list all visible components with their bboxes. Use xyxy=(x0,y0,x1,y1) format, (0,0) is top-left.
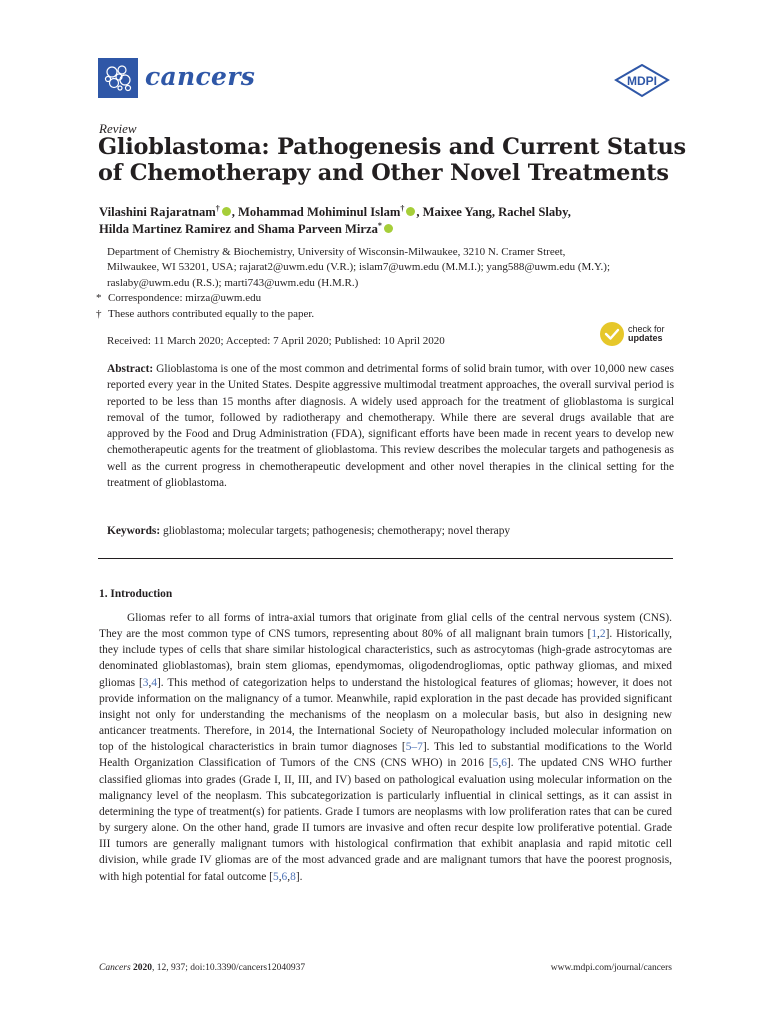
check-updates-line1: check for xyxy=(628,324,665,334)
citation-link[interactable]: 5 xyxy=(492,757,499,770)
citation-link[interactable]: 4 xyxy=(151,676,158,689)
orcid-icon[interactable] xyxy=(384,224,393,233)
abstract-text: Glioblastoma is one of the most common and detrimental forms of solid brain tumor, with over 10,000 new cases reported every year in the United States. Despite aggressive multimodal treatment approaches, the overall survival period is reported to be less than 15 months after diagnosis. A widely used approach for the treatment of glioblastoma is surgical removal of the tumor, followed by radiotherapy and chemotherapy. While there are several drugs available that are approved by the Food and Drug Administration (FDA), significant efforts have been made in recent years to develop new chemotherapeutic agents for the treatment of glioblastoma. This review describes the molecular targets and pathogenesis as well as the current progress in chemotherapeutic development and other novel therapies in the clinical setting for the treatment of glioblastoma. xyxy=(107,363,674,490)
affiliation-line: Department of Chemistry & Biochemistry, University of Wisconsin-Milwaukee, 3210 N. Cramer Street, xyxy=(107,246,566,258)
author-name: Mohammad Mohiminul Islam xyxy=(238,205,401,219)
publisher-logo-text: MDPI xyxy=(627,74,657,88)
keywords xyxy=(107,525,674,537)
affiliation-line: Milwaukee, WI 53201, USA; rajarat2@uwm.edu (V.R.); islam7@uwm.edu (M.M.I.); yang588@uwm.edu (M.Y.); xyxy=(107,261,611,274)
citation-link[interactable]: 6 xyxy=(501,757,507,770)
author-name: Hilda Martinez Ramirez xyxy=(99,222,231,236)
author-note-marker: * xyxy=(377,220,382,230)
article-title: Glioblastoma: Pathogenesis and Current Status of Chemotherapy and Other Novel Treatments xyxy=(98,134,686,186)
abstract xyxy=(107,361,674,491)
correspondence-note xyxy=(96,291,687,306)
citation-link[interactable]: 2 xyxy=(599,628,606,641)
footer-year: 2020 xyxy=(133,963,153,973)
citation-link[interactable]: 1 xyxy=(591,628,598,641)
citation-link[interactable]: 8 xyxy=(290,870,296,883)
author-name: Shama Parveen Mirza xyxy=(257,222,378,236)
orcid-icon[interactable] xyxy=(222,207,231,216)
author-name: Maixee Yang xyxy=(422,205,492,219)
citation-link[interactable]: 5 xyxy=(272,870,279,883)
footer-journal: Cancers xyxy=(99,963,131,973)
orcid-icon[interactable] xyxy=(406,207,415,216)
citation-link[interactable]: 5–7 xyxy=(405,741,423,754)
author-note-marker: † xyxy=(215,203,220,213)
abstract-label: Abstract: xyxy=(107,363,154,375)
equal-contribution-symbol: † xyxy=(96,307,102,320)
keywords-label: Keywords: xyxy=(107,525,161,537)
article-type: Review xyxy=(99,121,137,136)
publication-dates: Received: 11 March 2020; Accepted: 7 April 2020; Published: 10 April 2020 xyxy=(107,335,445,347)
correspondence-symbol: * xyxy=(96,292,102,305)
keywords-text: glioblastoma; molecular targets; pathogenesis; chemotherapy; novel therapy xyxy=(163,525,511,537)
check-for-updates-button[interactable] xyxy=(600,322,665,346)
author-line: Hilda Martinez Ramirez and Shama Parveen Mirza* xyxy=(99,221,689,238)
author-name: Vilashini Rajaratnam xyxy=(99,205,216,219)
footer-citation-rest: , 12, 937; doi:10.3390/cancers12040937 xyxy=(152,963,306,973)
affiliation-line: raslaby@uwm.edu (R.S.); marti743@uwm.edu (H.M.R.) xyxy=(107,276,359,289)
author-list xyxy=(99,204,689,238)
equal-contribution-text: These authors contributed equally to the paper. xyxy=(108,307,315,320)
check-updates-icon xyxy=(600,322,624,346)
footer-citation xyxy=(99,963,305,973)
section-divider xyxy=(98,558,673,559)
journal-emblem-icon xyxy=(98,58,138,98)
journal-name: cancers xyxy=(145,61,256,91)
publisher-logo[interactable] xyxy=(614,64,670,103)
intro-paragraph: Gliomas refer to all forms of intra-axial tumors that originate from glial cells of the central nervous system (CNS). They are the most common type of CNS tumors, representing about 80% of all malignant brain tumors [1,2]. Historically, they include types of cells that share similar histological characteristics, such as astrocytomas (high-grade astrocytomas are denominated glioblastomas), brain stem gliomas, ependymomas, oligodendrogliomas, optic pathway gliomas, and mixed gliomas [3,4]. This method of categorization helps to understand the histological features of gliomas; however, it does not provide information on the malignancy of a tumor. Meanwhile, rapid exploration in the past decade has provided significant insight not only for understanding the mechanisms of the neoplasm on a molecular basis, but also in designing new anticancer treatments. Therefore, in 2014, the International Society of Neuropathology included molecular information on top of the histological characteristics in brain tumor diagnoses [5–7]. This led to substantial modifications to the World Health Organization Classification of Tumors of the CNS (CNS WHO) in 2016 [5,6]. The updated CNS WHO further classified gliomas into grades (Grade I, II, III, and IV) based on pathological evaluation using molecular information on the malignancy level of the neoplasm. This subcategorization is particularly influential in clinical settings, as it can assist in determining the type of treatment(s) for patients. Grade I tumors are neoplasms with low proliferation rates that can be cured by surgery alone. On the other hand, grade II tumors are invasive and often recur despite low proliferative potential. Grade III tumors are generally malignant tumors with histological confirmation that exhibit anaplasia and rapid mitotic cell division, while grade IV gliomas are of the most advanced grade and are malignant tumors that have the poorest prognosis, with high potential for fatal outcome [5,6,8]. xyxy=(99,612,672,883)
check-updates-line2: updates xyxy=(628,333,663,343)
affiliation-block xyxy=(96,245,687,322)
author-note-marker: † xyxy=(400,203,405,213)
citation-link[interactable]: 3 xyxy=(142,676,149,689)
journal-logo[interactable] xyxy=(98,58,255,98)
author-line: Vilashini Rajaratnam† , Mohammad Mohiminul Islam† , Maixee Yang, Rachel Slaby, xyxy=(99,203,571,219)
author-name: Rachel Slaby xyxy=(498,205,568,219)
footer-website-link[interactable]: www.mdpi.com/journal/cancers xyxy=(550,963,672,973)
section-heading: 1. Introduction xyxy=(99,588,173,600)
citation-link[interactable]: 6 xyxy=(281,870,288,883)
equal-contribution-note xyxy=(96,307,687,322)
correspondence-text: Correspondence: mirza@uwm.edu xyxy=(108,292,262,305)
